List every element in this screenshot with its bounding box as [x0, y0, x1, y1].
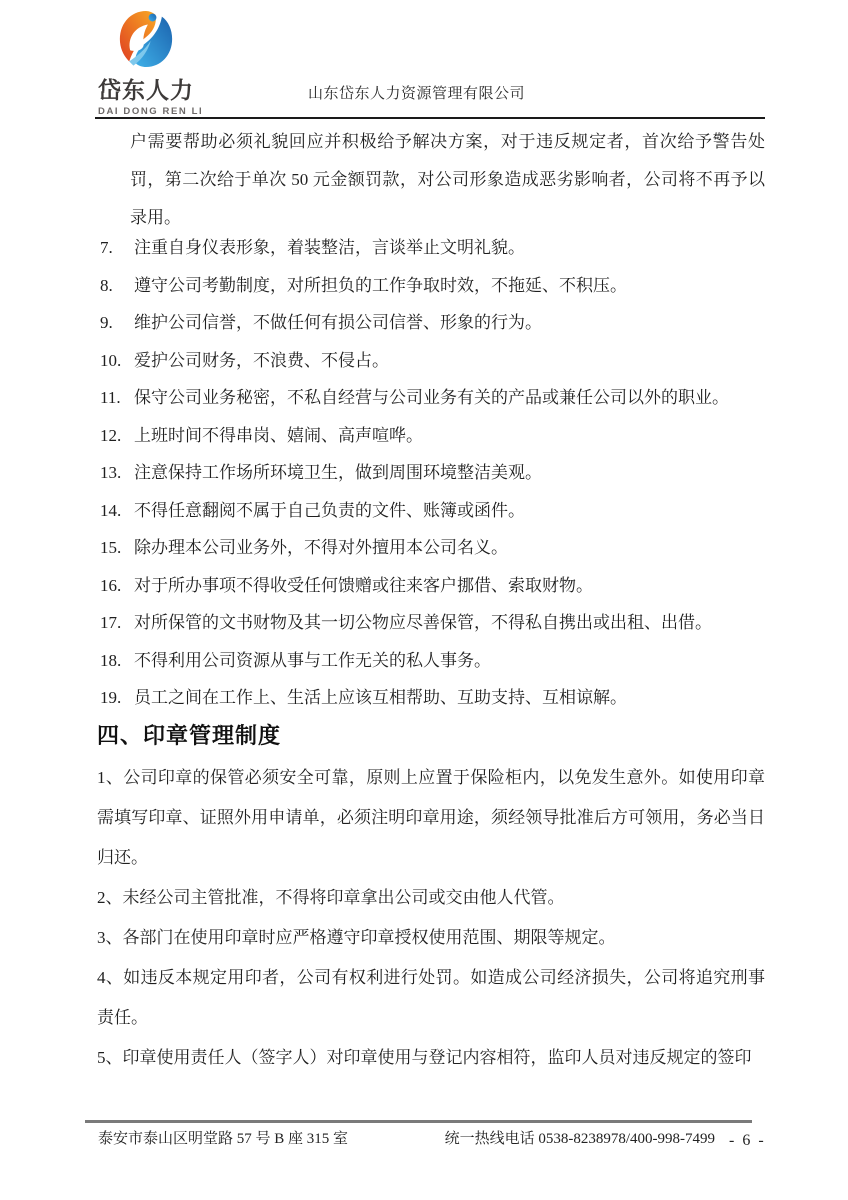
conduct-rule-item	[97, 379, 765, 417]
item-text: 维护公司信誉，不做任何有损公司信誉、形象的行为。	[134, 313, 542, 332]
footer-hotline: 统一热线电话 0538-8238978/400-998-7499	[444, 1131, 715, 1147]
company-name: 山东岱东人力资源管理有限公司	[308, 86, 526, 102]
conduct-rule-item	[97, 679, 765, 717]
conduct-rule-item	[97, 642, 765, 680]
item-number: 17.	[100, 613, 122, 632]
section-heading-seal-management: 四、印章管理制度	[97, 722, 282, 748]
item-text: 员工之间在工作上、生活上应该互相帮助、互助支持、互相谅解。	[134, 688, 627, 707]
seal-rule-item	[97, 958, 765, 1038]
conduct-rule-item	[97, 417, 765, 455]
item-number: 8.	[100, 275, 113, 295]
company-logo	[98, 8, 204, 117]
item-text: 不得任意翻阅不属于自己负责的文件、账簿或函件。	[134, 500, 525, 520]
item-number: 11.	[100, 388, 121, 407]
item-number: 3、	[97, 927, 123, 947]
page-number: - 6 -	[729, 1132, 766, 1149]
item-number: 9.	[100, 313, 113, 332]
item-text: 除办理本公司业务外，不得对外擅用本公司名义。	[134, 538, 508, 557]
item-text: 未经公司主管批准，不得将印章拿出公司或交由他人代管。	[122, 887, 565, 907]
conduct-rule-item	[97, 492, 765, 530]
seal-rule-item	[97, 758, 765, 878]
item-number: 4、	[97, 967, 124, 987]
item-text: 注重自身仪表形象，着装整洁，言谈举止文明礼貌。	[134, 238, 525, 257]
conduct-rule-item	[97, 342, 765, 380]
seal-rule-item	[97, 1038, 765, 1078]
item-number: 14.	[100, 500, 122, 520]
item-text: 对所保管的文书财物及其一切公物应尽善保管，不得私自携出或出租、出借。	[134, 613, 712, 632]
conduct-rules-list	[97, 229, 765, 717]
conduct-rule-item	[97, 454, 765, 492]
conduct-rule-item	[97, 267, 765, 305]
item-number: 19.	[100, 688, 122, 707]
item-number: 2、	[97, 887, 123, 907]
item-number: 5、	[97, 1047, 123, 1067]
item-text: 如违反本规定用印者，公司有权利进行处罚。如造成公司经济损失，公司将追究刑事责任。	[97, 967, 766, 1027]
seal-rule-item	[97, 918, 765, 958]
item-number: 18.	[100, 650, 122, 670]
seal-rule-item	[97, 878, 765, 918]
item-text: 各部门在使用印章时应严格遵守印章授权使用范围、期限等规定。	[122, 927, 616, 947]
conduct-rule-item	[97, 529, 765, 567]
conduct-rule-item	[97, 304, 765, 342]
item-number: 7.	[100, 238, 113, 257]
logo-english-text: DAI DONG REN LI	[98, 106, 204, 117]
item-text: 保守公司业务秘密，不私自经营与公司业务有关的产品或兼任公司以外的职业。	[134, 388, 729, 407]
logo-mark-icon	[118, 8, 174, 70]
item-text: 不得利用公司资源从事与工作无关的私人事务。	[134, 650, 491, 670]
item-text: 印章使用责任人（签字人）对印章使用与登记内容相符，监印人员对违反规定的签印	[122, 1047, 752, 1067]
item-number: 12.	[100, 425, 122, 445]
conduct-rule-item	[97, 604, 765, 642]
footer-divider	[85, 1120, 752, 1123]
item-number: 10.	[100, 350, 122, 370]
item-text: 上班时间不得串岗、嬉闹、高声喧哗。	[134, 425, 423, 445]
conduct-rule-item	[97, 229, 765, 267]
item-number: 15.	[100, 538, 122, 557]
footer-address: 泰安市泰山区明堂路 57 号 B 座 315 室	[98, 1131, 349, 1147]
logo-chinese-text: 岱东人力	[98, 77, 194, 103]
item-text: 遵守公司考勤制度，对所担负的工作争取时效，不拖延、不积压。	[134, 275, 627, 295]
item-number: 1、	[97, 767, 124, 787]
item-number: 16.	[100, 575, 122, 595]
item-text: 注意保持工作场所环境卫生，做到周围环境整洁美观。	[134, 463, 542, 482]
item-number: 13.	[100, 463, 122, 482]
item-text: 爱护公司财务，不浪费、不侵占。	[134, 350, 389, 370]
intro-paragraph: 户需要帮助必须礼貌回应并积极给予解决方案，对于违反规定者，首次给予警告处罚，第二次给于单次 50 元金额罚款，对公司形象造成恶劣影响者，公司将不再予以录用。	[130, 132, 765, 227]
seal-rules-section	[97, 758, 765, 1078]
header-divider	[95, 117, 765, 119]
document-body	[97, 123, 765, 1078]
item-text: 对于所办事项不得收受任何馈赠或往来客户挪借、索取财物。	[134, 575, 593, 595]
conduct-rule-item	[97, 567, 765, 605]
item-text: 公司印章的保管必须安全可靠，原则上应置于保险柜内，以免发生意外。如使用印章需填写印章、证照外用申请单，必须注明印章用途，须经领导批准后方可领用，务必当日归还。	[97, 767, 766, 867]
